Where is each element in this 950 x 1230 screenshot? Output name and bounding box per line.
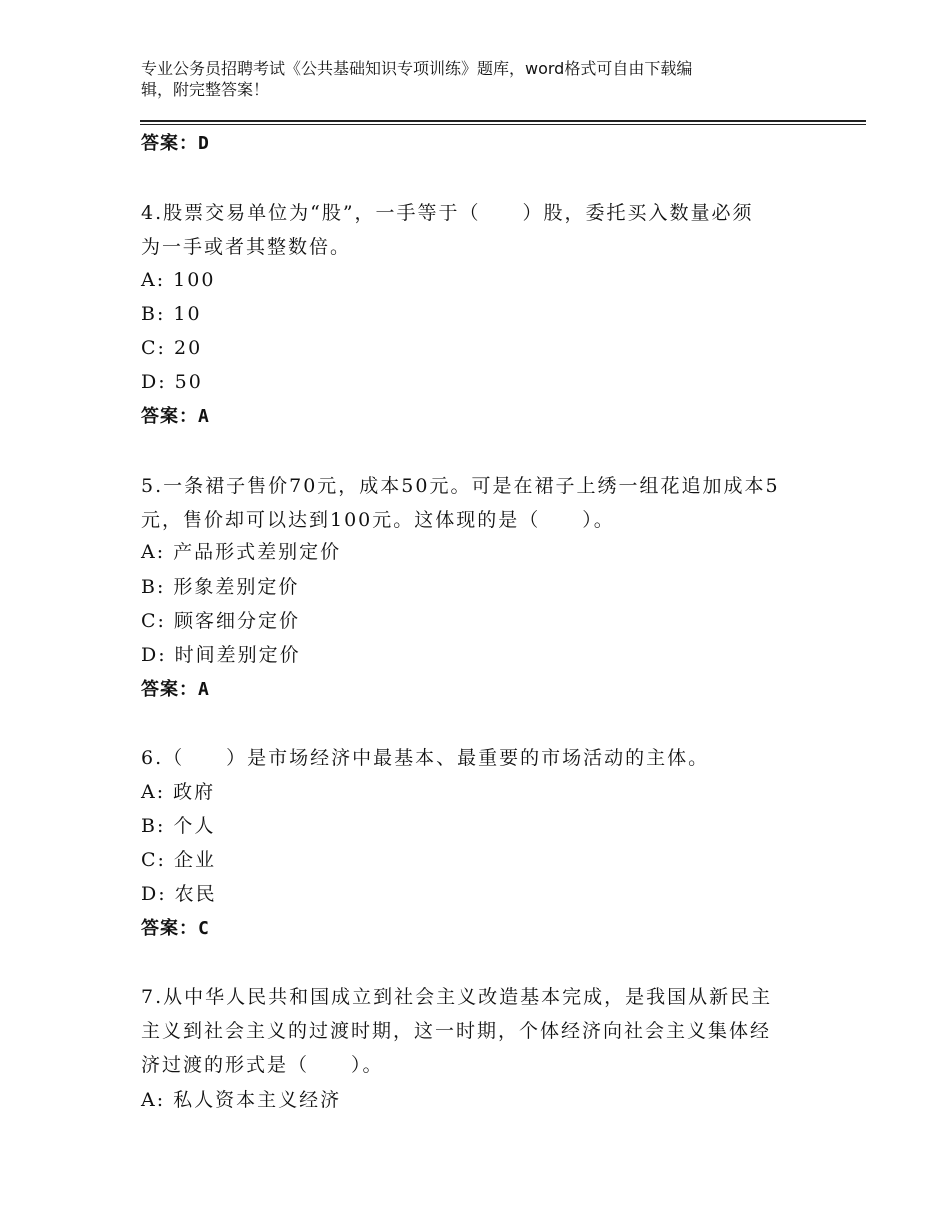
option-a: A: 私人资本主义经济	[141, 1089, 342, 1111]
question-text-line: 济过渡的形式是（ ）。	[141, 1054, 384, 1076]
option-c: C: 企业	[141, 849, 216, 871]
question-text-line: 7.从中华人民共和国成立到社会主义改造基本完成，是我国从新民主	[141, 986, 773, 1008]
option-d: D: 时间差别定价	[141, 644, 301, 666]
header-line-1: 专业公务员招聘考试《公共基础知识专项训练》题库，word格式可自由下载编	[141, 59, 693, 78]
option-c: C: 顾客细分定价	[141, 610, 300, 632]
question-5	[141, 469, 821, 537]
question-text-line: 6.（ ）是市场经济中最基本、最重要的市场活动的主体。	[141, 747, 710, 769]
document-header	[141, 58, 801, 100]
question-6	[141, 741, 821, 775]
option-a: A: 100	[141, 269, 216, 291]
option-a: A: 产品形式差别定价	[141, 541, 342, 563]
option-d: D: 农民	[141, 883, 217, 905]
question-7	[141, 980, 821, 1082]
question-text-line: 主义到社会主义的过渡时期，这一时期，个体经济向社会主义集体经	[141, 1020, 772, 1042]
header-divider-thick	[140, 120, 866, 122]
question-text-line: 元，售价却可以达到100元。这体现的是（ ）。	[141, 509, 615, 531]
question-text-line: 4.股票交易单位为“股”，一手等于（ ）股，委托买入数量必须	[141, 202, 754, 224]
question-text-line: 为一手或者其整数倍。	[141, 236, 352, 258]
option-c: C: 20	[141, 337, 203, 359]
header-line-2: 辑，附完整答案！	[141, 80, 270, 99]
question-4	[141, 196, 821, 264]
option-d: D: 50	[141, 371, 203, 393]
header-divider-thin	[140, 124, 866, 125]
answer-label: 答案：A	[141, 679, 210, 700]
answer-label: 答案：C	[141, 918, 210, 939]
question-text-line: 5.一条裙子售价70元，成本50元。可是在裙子上绣一组花追加成本5	[141, 475, 780, 497]
option-b: B: 个人	[141, 815, 216, 837]
answer-label: 答案：D	[141, 133, 210, 154]
option-a: A: 政府	[141, 781, 216, 803]
option-b: B: 形象差别定价	[141, 576, 300, 598]
option-b: B: 10	[141, 303, 202, 325]
answer-label: 答案：A	[141, 406, 210, 427]
